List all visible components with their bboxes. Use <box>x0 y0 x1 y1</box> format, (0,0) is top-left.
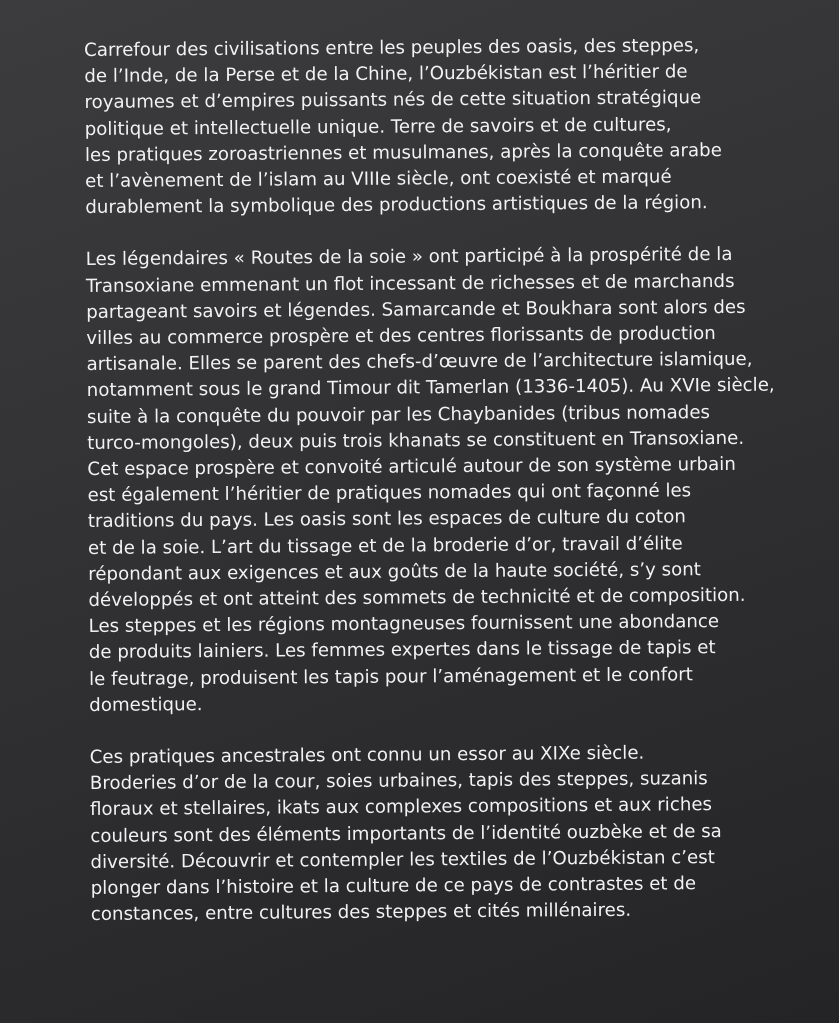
text-line: couleurs sont des éléments importants de l’identité ouzbèke et de sa <box>90 820 722 847</box>
text-line: est également l’héritier de pratiques nomades qui ont façonné les <box>87 480 692 507</box>
text-line: partageant savoirs et légendes. Samarcande et Boukhara sont alors des <box>86 296 746 323</box>
text-line: Carrefour des civilisations entre les peuples des oasis, des steppes, <box>84 35 700 61</box>
text-line: Les steppes et les régions montagneuses fournissent une abondance <box>88 611 720 638</box>
paragraph-1 <box>84 33 775 222</box>
panel-text <box>84 33 781 955</box>
paragraph-2 <box>86 242 780 719</box>
text-line: royaumes et d’empires puissants nés de cette situation stratégique <box>84 87 702 114</box>
text-line: notamment sous le grand Timour dit Tamerlan (1336-1405). Au XVIe siècle, <box>86 375 775 402</box>
text-line: Cet espace prospère et convoité articulé autour de son système urbain <box>87 453 736 481</box>
text-line: traditions du pays. Les oasis sont les espaces de culture du coton <box>87 506 686 533</box>
text-line: les pratiques zoroastriennes et musulmanes, après la conquête arabe <box>84 139 722 166</box>
text-line: villes au commerce prospère et des centres florissants de production <box>86 323 716 350</box>
text-line: plonger dans l’histoire et la culture de ce pays de contrastes et de <box>90 873 697 900</box>
text-line: Ces pratiques ancestrales ont connu un essor au XIXe siècle. <box>89 742 645 769</box>
text-line: domestique. <box>89 693 203 716</box>
text-line: de produits lainiers. Les femmes expertes dans le tissage de tapis et <box>88 637 716 664</box>
text-line: Broderies d’or de la cour, soies urbaines, tapis des steppes, suzanis <box>89 768 708 795</box>
text-line: artisanale. Elles se parent des chefs-d’œuvre de l’architecture islamique, <box>86 348 753 376</box>
text-line: suite à la conquête du pouvoir par les Chaybanides (tribus nomades <box>86 401 711 428</box>
text-line: et l’avènement de l’islam au VIIIe siècle, ont coexisté et marqué <box>85 166 672 193</box>
text-line: turco-mongoles), deux puis trois khanats se constituent en Transoxiane. <box>87 427 745 454</box>
text-line: constances, entre cultures des steppes et cités millénaires. <box>90 900 632 926</box>
text-line: diversité. Découvrir et contempler les textiles de l’Ouzbékistan c’est <box>90 846 715 873</box>
text-line: Transoxiane emmenant un flot incessant de richesses et de marchands <box>85 270 735 297</box>
text-line: et de la soie. L’art du tissage et de la broderie d’or, travail d’élite <box>87 532 683 559</box>
text-line: Les légendaires « Routes de la soie » ont participé à la prospérité de la <box>85 244 733 271</box>
text-line: durablement la symbolique des productions artistiques de la région. <box>85 192 708 219</box>
text-line: floraux et stellaires, ikats aux complexes compositions et aux riches <box>89 794 713 821</box>
text-line: répondant aux exigences et aux goûts de la haute société, s’y sont <box>88 559 701 585</box>
paragraph-3 <box>90 740 781 929</box>
text-line: politique et intellectuelle unique. Terre de savoirs et de cultures, <box>84 113 672 140</box>
text-line: développés et ont atteint des sommets de technicité et de composition. <box>88 584 746 612</box>
text-line: le feutrage, produisent les tapis pour l’aménagement et le confort <box>88 663 693 690</box>
text-line: de l’Inde, de la Perse et de la Chine, l’Ouzbékistan est l’héritier de <box>84 61 688 88</box>
